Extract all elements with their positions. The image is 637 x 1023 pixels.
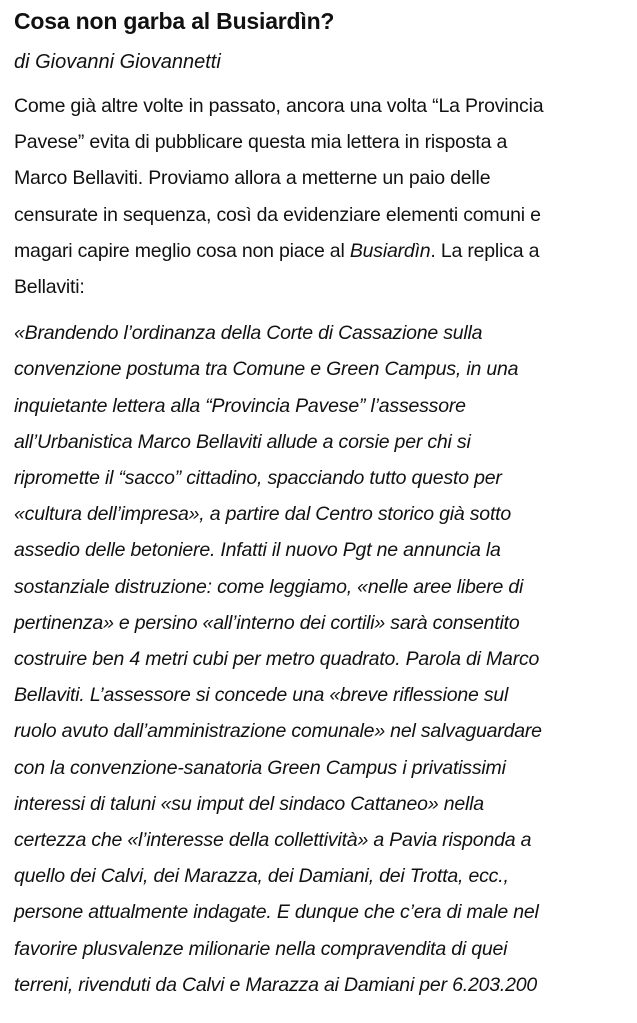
intro-line: Come già altre volte in passato, ancora una volta “La Provincia [14,95,544,117]
quote-line: ripromette il “sacco” cittadino, spacciando tutto questo per [14,467,502,490]
quote-line: Bellaviti. L’assessore si concede una «breve riflessione sul [14,684,509,707]
quote-line: «cultura dell’impresa», a partire dal Centro storico già sotto [14,503,512,526]
quote-line: pertinenza» e persino «all’interno dei cortili» sarà consentito [14,611,520,634]
quote-line: terreni, rivenduti da Calvi e Marazza ai Damiani per 6.203.200 [14,973,538,996]
intro-line: Marco Bellaviti. Proviamo allora a metterne un paio delle [14,167,491,190]
intro-line: Pavese” evita di pubblicare questa mia lettera in risposta a [14,131,508,154]
quote-line: persone attualmente indagate. E dunque che c’era di male nel [14,901,539,924]
quote-line: sostanziale distruzione: come leggiamo, «nelle aree libere di [14,575,524,598]
emphasis-busiardin: Busiardìn [349,239,431,262]
intro-line [14,233,619,269]
quote-line: inquietante lettera alla “Provincia Pavese” l’assessore [14,394,466,417]
quote-line: all’Urbanistica Marco Bellaviti allude a corsie per chi si [14,430,471,453]
intro-paragraph [14,88,619,305]
intro-text: . La replica a [430,239,540,262]
quote-paragraph [14,315,619,1003]
quote-line: certezza che «l’interesse della collettività» a Pavia risponda a [14,829,532,852]
intro-text: magari capire meglio cosa non piace al [14,239,350,262]
quote-line: favorire plusvalenze milionarie nella compravendita di quei [14,937,508,960]
quote-line: quello dei Calvi, dei Marazza, dei Damiani, dei Trotta, ecc., [14,865,509,888]
intro-line: censurate in sequenza, così da evidenziare elementi comuni e [14,203,541,226]
article-title: Cosa non garba al Busiardìn? [14,8,335,34]
quote-line: con la convenzione-sanatoria Green Campus i privatissimi [14,756,506,779]
article-byline: di Giovanni Giovannetti [14,51,221,73]
intro-line: Bellaviti: [14,276,85,299]
quote-line: assedio delle betoniere. Infatti il nuovo Pgt ne annuncia la [14,539,501,562]
quote-line: «Brandendo l’ordinanza della Corte di Cassazione sulla [14,322,483,345]
quote-line: convenzione postuma tra Comune e Green Campus, in una [14,358,519,381]
quote-line: costruire ben 4 metri cubi per metro quadrato. Parola di Marco [14,648,540,671]
quote-line: interessi di taluni «su imput del sindaco Cattaneo» nella [14,792,484,815]
quote-line: ruolo avuto dall’amministrazione comunale» nel salvaguardare [14,720,542,743]
